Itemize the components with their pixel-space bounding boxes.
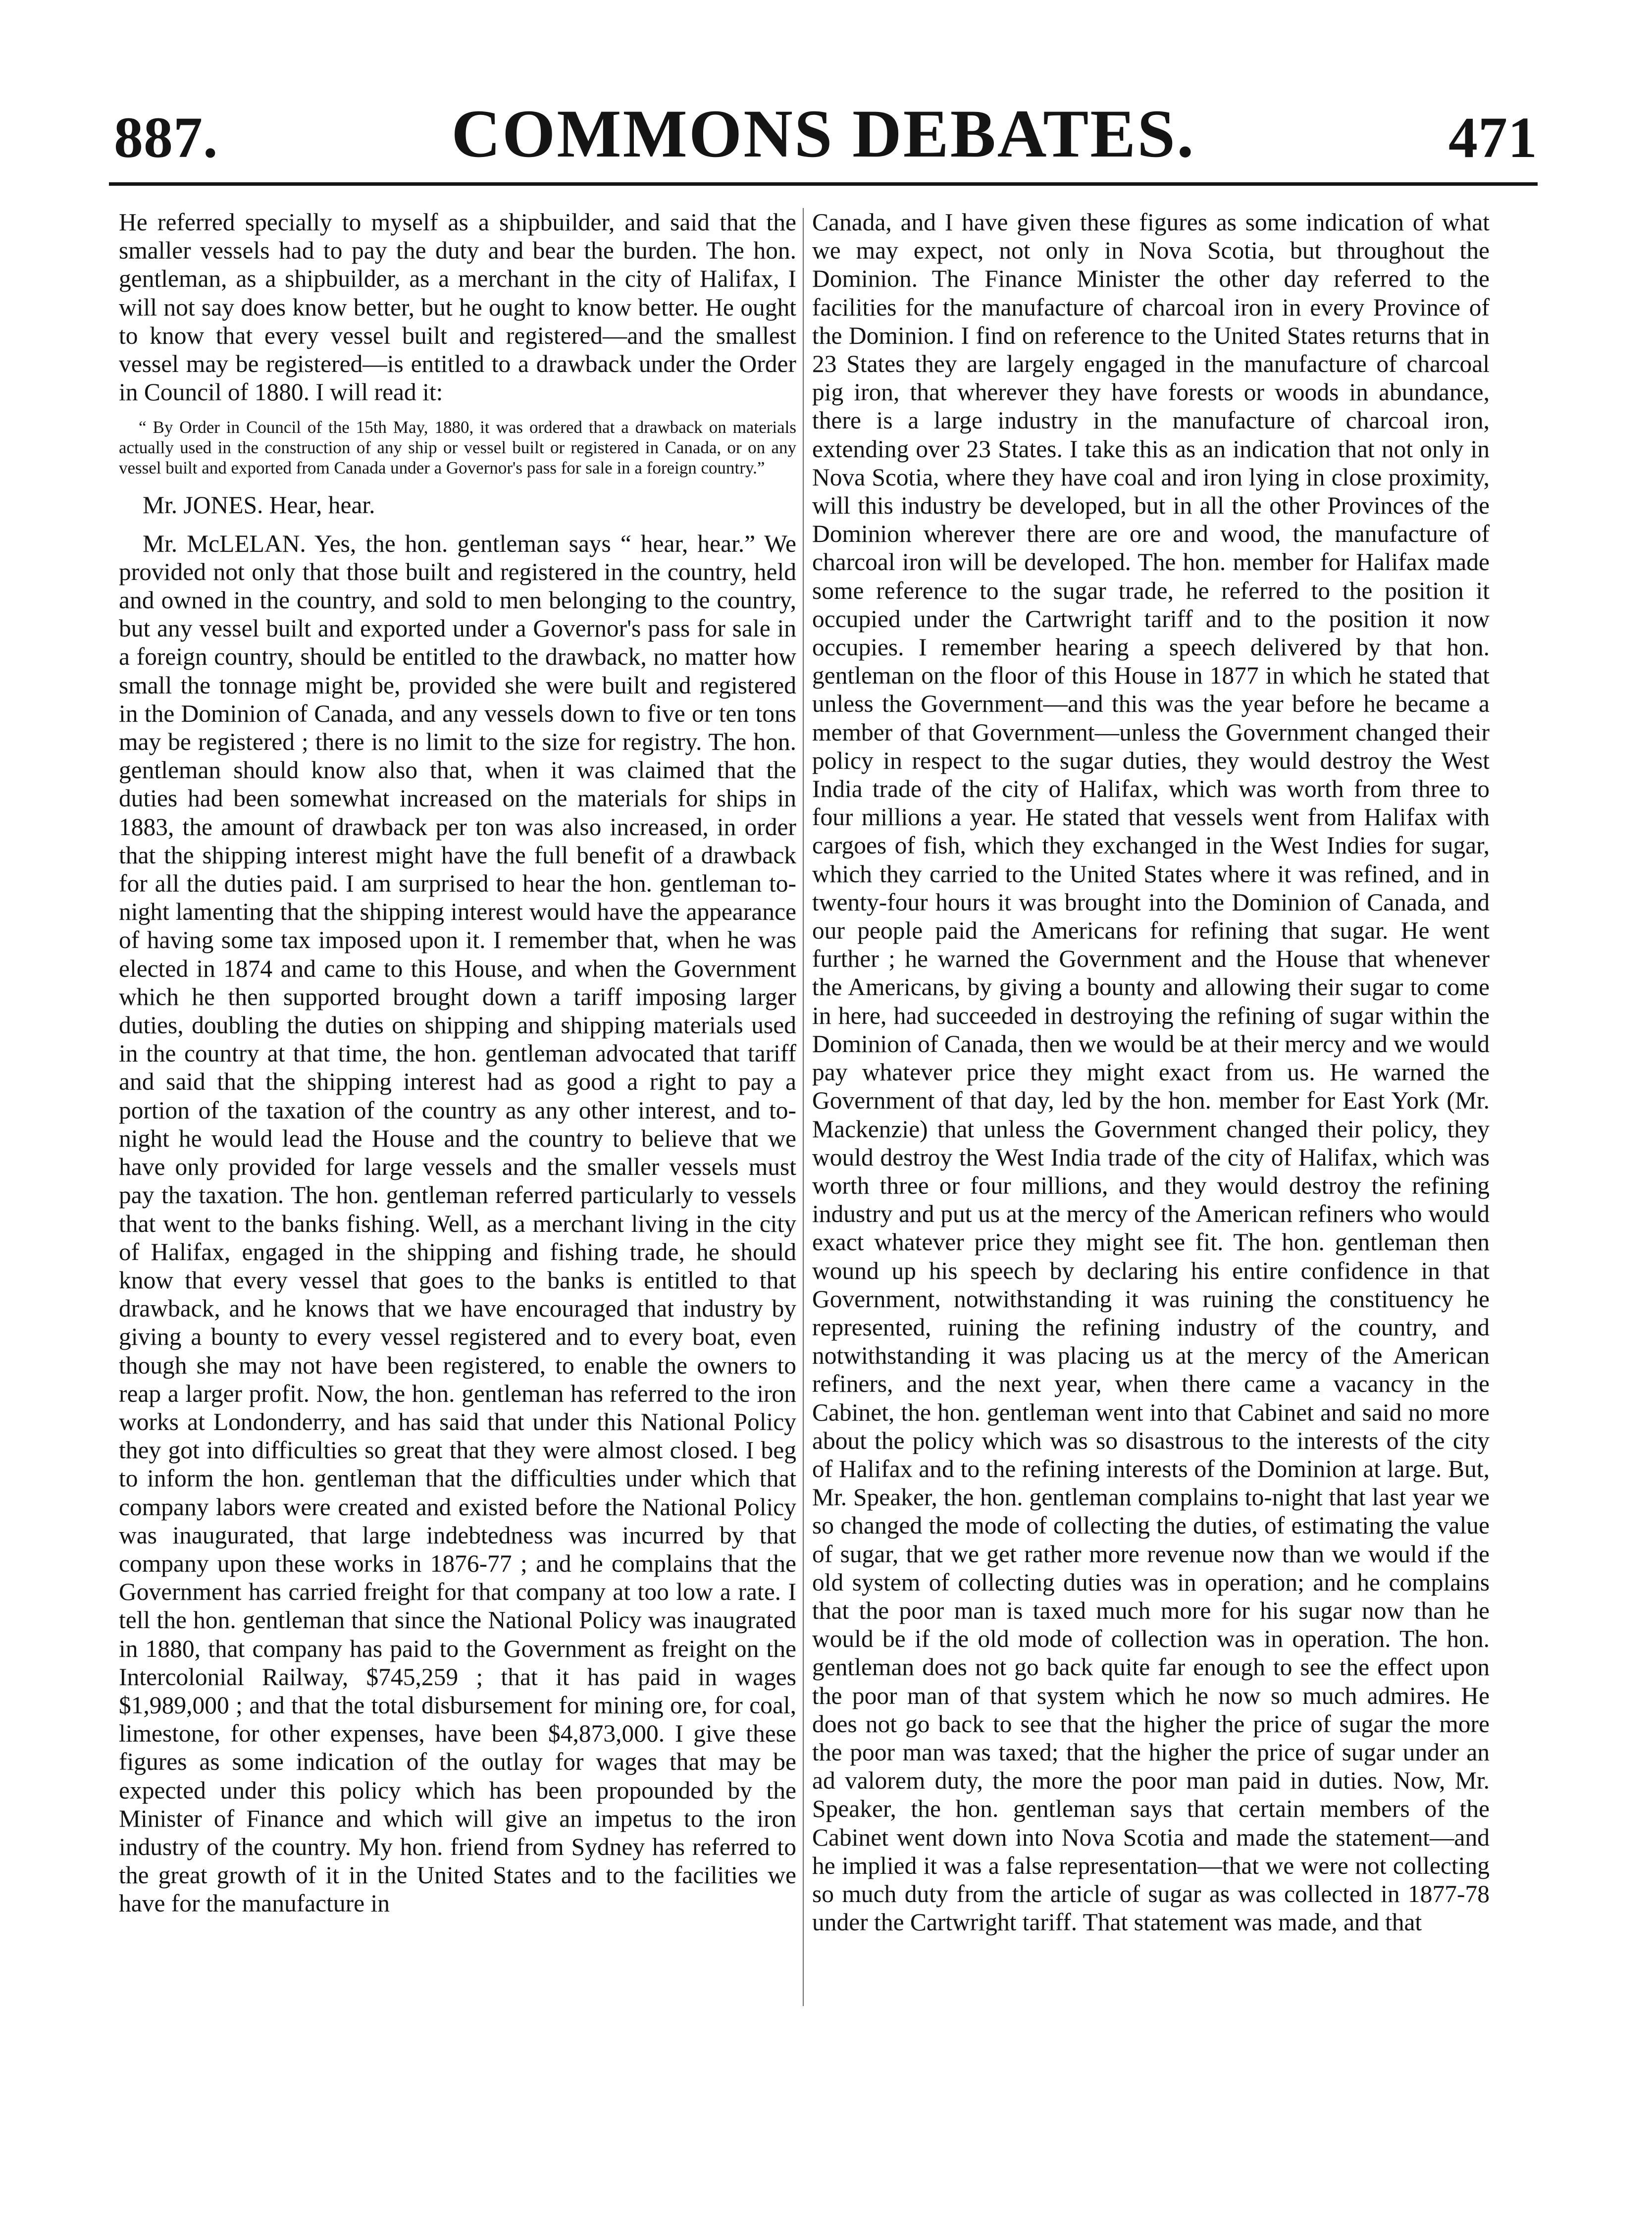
page-number-right: 471 [1448, 105, 1538, 170]
speaker-interjection: Mr. JONES. Hear, hear. [143, 491, 375, 519]
paragraph: He referred specially to myself as a shipbuilder, and said that the smaller vessels had to pay the duty and bear the burden. The hon. gentleman, as a shipbuilder, as a merchant in the city of Halifax, I will not say does know better, but he ought to know better. He ought to know that every vessel built and registered—and the smallest vessel may be registered—is entitled to a drawback under the Order in Council of 1880. I will read it: [119, 209, 796, 406]
page-header [109, 84, 1538, 188]
right-column [812, 208, 1490, 1936]
page-number-left: 887. [114, 105, 218, 170]
paragraph: Mr. McLELAN. Yes, the hon. gentleman says “ hear, hear.” We provided not only that those built and registered in the country, held and owned in the country, and sold to men belonging to the country, but any vessel built and exported under a Governor's pass for sale in a foreign country, should be entitled to the drawback, no matter how small the tonnage might be, provided she were built and registered in the Dominion of Canada, and any vessels down to five or ten tons may be registered ; there is no limit to the size for registry. The hon. gentleman should know also that, when it was claimed that the duties had been somewhat increased on the materials for ships in 1883, the amount of drawback per ton was also increased, in order that the shipping interest might have the full benefit of a drawback for all the duties paid. I am surprised to hear the hon. gentleman to-night lamenting that the shipping interest would have the appearance of having some tax imposed upon it. I remember that, when he was elected in 1874 and came to this House, and when the Government which he then supported brought down a tariff imposing larger duties, doubling the duties on shipping and shipping materials used in the country at that time, the hon. gentleman advocated that tariff and said that the shipping interest had as good a right to pay a portion of the taxation of the country as any other interest, and to-night he would lead the House and the country to believe that we have only provided for large vessels and the smaller vessels must pay the taxation. The hon. gentleman referred particularly to vessels that went to the banks fishing. Well, as a merchant living in the city of Halifax, engaged in the shipping and fishing trade, he should know that every vessel that goes to the banks is entitled to that drawback, and he knows that we have encouraged that industry by giving a bounty to every vessel registered and to every boat, even though she may not have been registered, to enable the owners to reap a larger profit. Now, the hon. gentleman has referred to the iron works at Londonderry, and has said that under this National Policy they got into difficulties so great that they were almost closed. I beg to inform the hon. gentleman that the difficulties under which that company labors were created and existed before the National Policy was inaugurated, that large indebtedness was incurred by that company upon these works in 1876-77 ; and he complains that the Government has carried freight for that company at too low a rate. I tell the hon. gentleman that since the National Policy was inaugrated in 1880, that company has paid to the Government as freight on the Intercolonial Railway, $745,259 ; that it has paid in wages $1,989,000 ; and that the total disbursement for mining ore, for coal, limestone, for other expenses, have been $4,873,000. I give these figures as some indication of the outlay for wages that may be expected under this policy which has been propounded by the Minister of Finance and which will give an impetus to the iron industry of the country. My hon. friend from Sydney has referred to the great growth of it in the United States and to the facilities we have for the manufacture in [119, 530, 796, 1917]
paragraph: Canada, and I have given these figures as some indication of what we may expect, not only in Nova Scotia, but throughout the Dominion. The Finance Minister the other day referred to the facilities for the manufacture of charcoal iron in every Province of the Dominion. I find on reference to the United States returns that in 23 States they are largely engaged in the manufacture of charcoal pig iron, that wherever they have forests or woods in abundance, there is a large industry in the manufacture of charcoal iron, extending over 23 States. I take this as an indication that not only in Nova Scotia, where they have coal and iron lying in close proximity, will this industry be developed, but in all the other Provinces of the Dominion wherever there are ore and wood, the manufacture of charcoal iron will be developed. The hon. member for Halifax made some reference to the sugar trade, he referred to the position it occupied under the Cartwright tariff and to the position it now occupies. I remember hearing a speech delivered by that hon. gentleman on the floor of this House in 1877 in which he stated that unless the Government—and this was the year before he became a member of that Government—unless the Government changed their policy in respect to the sugar duties, they would destroy the West India trade of the city of Halifax, which was worth from three to four millions a year. He stated that vessels went from Halifax with cargoes of fish, which they exchanged in the West Indies for sugar, which they carried to the United States where it was refined, and in twenty-four hours it was brought into the Dominion of Canada, and our people paid the Americans for refining that sugar. He went further ; he warned the Government and the House that whenever the Americans, by giving a bounty and allowing their sugar to come in here, had succeeded in destroying the refining of sugar within the Dominion of Canada, then we would be at their mercy and we would pay whatever price they might exact from us. He warned the Government of that day, led by the hon. member for East York (Mr. Mackenzie) that unless the Government changed their policy, they would destroy the West India trade of the city of Halifax, which was worth three or four millions, and they would destroy the refining industry and put us at the mercy of the American refiners who would exact whatever price they might see fit. The hon. gentleman then wound up his speech by declaring his entire confidence in that Government, notwithstanding it was ruining the constituency he represented, ruining the refining industry of the country, and notwithstanding it was placing us at the mercy of the American refiners, and the next year, when there came a vacancy in the Cabinet, the hon. gentleman went into that Cabinet and said no more about the policy which was so disastrous to the interests of the city of Halifax and to the refining interests of the Dominion at large. But, Mr. Speaker, the hon. gentleman complains to-night that last year we so changed the mode of collecting the duties, of estimating the value of sugar, that we get rather more revenue now than we would if the old system of collecting duties was in operation; and he complains that the poor man is taxed much more for his sugar now than he would be if the old mode of collection was in operation. The hon. gentleman does not go back quite far enough to see the effect upon the poor man of that system which he now so much admires. He does not go back to see that the higher the price of sugar the more the poor man was taxed; that the higher the price of sugar under an ad valorem duty, the more the poor man paid in duties. Now, Mr. Speaker, the hon. gentleman says that certain members of the Cabinet went down into Nova Scotia and made the statement—and he implied it was a false representation—that we were not collecting so much duty from the article of sugar as was collected in 1877-78 under the Cartwright tariff. That statement was made, and that [812, 209, 1490, 1936]
left-column [119, 208, 796, 1918]
header-rule [109, 182, 1538, 186]
quoted-order-in-council: “ By Order in Council of the 15th May, 1880, it was ordered that a drawback on materials actually used in the construction of any ship or vessel built or registered in Canada, or on any vessel built and exported from Canada under a Governor's pass for sale in a foreign country.” [119, 418, 796, 478]
column-divider [803, 208, 804, 2006]
page-title: COMMONS DEBATES. [451, 96, 1195, 171]
